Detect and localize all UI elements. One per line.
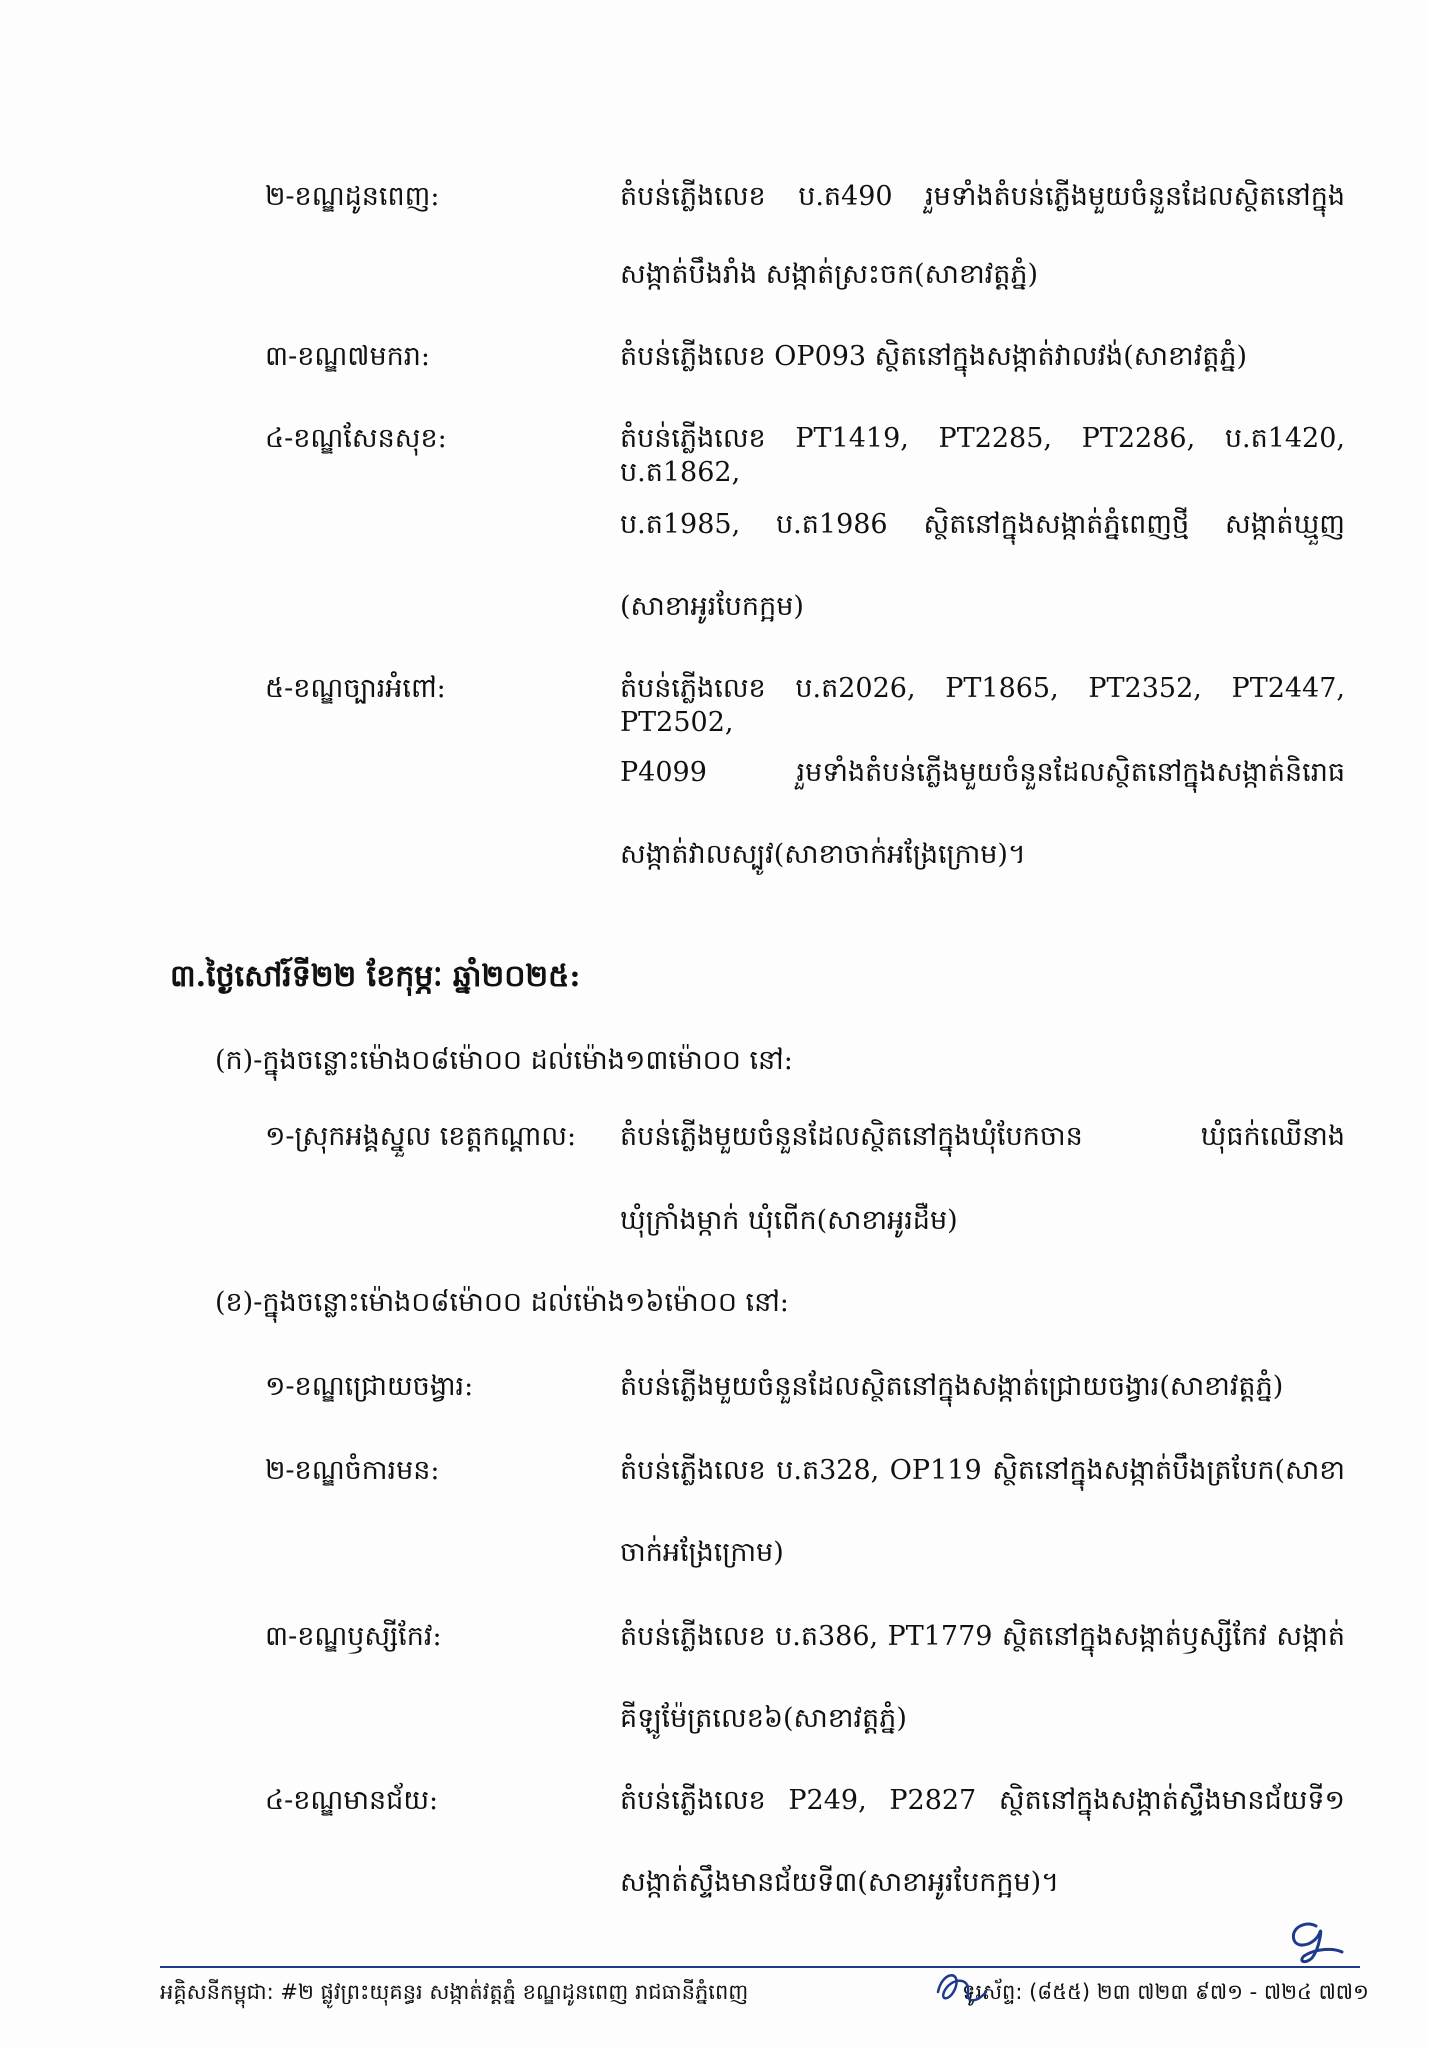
partB-title: (ខ)-ក្នុងចន្លោះម៉ោង០៨ម៉ោ០០ ដល់ម៉ោង១៦ម៉ោ០០ នៅ: <box>215 1287 789 1318</box>
partB-item1-line1: តំបន់ភ្លើងមួយចំនួនដែលស្ថិតនៅក្នុងសង្កាត់ជ្រោយចង្វារ(សាខាវត្តភ្នំ) <box>620 1371 1284 1402</box>
district2-label: ២-ខណ្ឌដូនពេញ: <box>265 181 440 212</box>
section3-heading: ៣.ថ្ងៃសៅរ៍ទី២២ ខែកុម្ភៈ ឆ្នាំ២០២៥: <box>170 959 581 994</box>
partB-item4-line2: សង្កាត់ស្ទឹងមានជ័យទី៣(សាខាអូរបែកក្អម)។ <box>620 1867 1059 1898</box>
partB-item2-label: ២-ខណ្ឌចំការមន: <box>265 1455 440 1486</box>
district4-line1: តំបន់ភ្លើងលេខ PT1419, PT2285, PT2286, ប.ត1420, ប.ត1862, <box>620 423 1345 488</box>
partB-item4-label: ៤-ខណ្ឌមានជ័យ: <box>265 1785 439 1816</box>
partB-item2-line2: ចាក់អង្រែក្រោម) <box>620 1537 784 1568</box>
district4-label: ៤-ខណ្ឌសែនសុខ: <box>265 423 447 454</box>
district5-label: ៥-ខណ្ឌច្បារអំពៅ: <box>265 673 446 704</box>
partB-item3-label: ៣-ខណ្ឌឫស្សីកែវ: <box>265 1621 442 1652</box>
district4-line2: ប.ត1985, ប.ត1986 ស្ថិតនៅក្នុងសង្កាត់ភ្នំពេញថ្មី សង្កាត់ឃ្មួញ <box>620 509 1345 540</box>
partA-item1-label: ១-ស្រុកអង្គស្នួល ខេត្តកណ្ដាល: <box>265 1121 577 1152</box>
footer-address: អគ្គិសនីកម្ពុជា: #២ ផ្លូវព្រះយុគន្ធរ សង្កាត់វត្តភ្នំ ខណ្ឌដូនពេញ រាជធានីភ្នំពេញ <box>160 1980 749 2004</box>
partA-title: (ក)-ក្នុងចន្លោះម៉ោង០៨ម៉ោ០០ ដល់ម៉ោង១៣ម៉ោ០០ នៅ: <box>215 1045 793 1076</box>
district5-line3: សង្កាត់វាលស្បូវ(សាខាចាក់អង្រែក្រោម)។ <box>620 839 1026 870</box>
footer-phone: ទូរស័ព្ទ: (៨៥៥) ២៣ ៧២៣ ៩៧១ - ៧២៤ ៧៧១ <box>962 1980 1369 2004</box>
signature-initial-icon <box>1276 1918 1346 1968</box>
district4-line3: (សាខាអូរបែកក្អម) <box>620 591 804 622</box>
district2-line2: សង្កាត់បឹងរាំង សង្កាត់ស្រះចក(សាខាវត្តភ្នំ) <box>620 259 1039 290</box>
district5-line2: P4099 រួមទាំងតំបន់ភ្លើងមួយចំនួនដែលស្ថិតនៅក្នុងសង្កាត់និរោធ <box>620 757 1345 788</box>
district5-line1: តំបន់ភ្លើងលេខ ប.ត2026, PT1865, PT2352, PT2447, PT2502, <box>620 673 1345 738</box>
district3-label: ៣-ខណ្ឌ៧មករា: <box>265 341 430 372</box>
partB-item2-line1: តំបន់ភ្លើងលេខ ប.ត328, OP119 ស្ថិតនៅក្នុងសង្កាត់បឹងត្របែក(សាខា <box>620 1455 1345 1486</box>
district2-line1: តំបន់ភ្លើងលេខ ប.ត490 រួមទាំងតំបន់ភ្លើងមួយចំនួនដែលស្ថិតនៅក្នុង <box>620 181 1345 212</box>
district3-line1: តំបន់ភ្លើងលេខ OP093 ស្ថិតនៅក្នុងសង្កាត់វាលវង់(សាខាវត្តភ្នំ) <box>620 341 1248 372</box>
footer-rule <box>160 1966 1360 1968</box>
partB-item1-label: ១-ខណ្ឌជ្រោយចង្វារ: <box>265 1371 474 1402</box>
partB-item3-line2: គីឡូម៉ែត្រលេខ៦(សាខាវត្តភ្នំ) <box>620 1703 907 1734</box>
partB-item4-line1: តំបន់ភ្លើងលេខ P249, P2827 ស្ថិតនៅក្នុងសង្កាត់ស្ទឹងមានជ័យទី១ <box>620 1785 1345 1816</box>
partB-item3-line1: តំបន់ភ្លើងលេខ ប.ត386, PT1779 ស្ថិតនៅក្នុងសង្កាត់ឫស្សីកែវ សង្កាត់ <box>620 1621 1345 1652</box>
signature-scribble-icon <box>930 1962 990 2012</box>
partA-item1-line2: ឃុំក្រាំងម្កាក់ ឃុំពើក(សាខាអូរដឺម) <box>620 1205 958 1236</box>
partA-item1-line1: តំបន់ភ្លើងមួយចំនួនដែលស្ថិតនៅក្នុងឃុំបែកចាន ឃុំធក់ឈើនាង <box>620 1121 1345 1152</box>
